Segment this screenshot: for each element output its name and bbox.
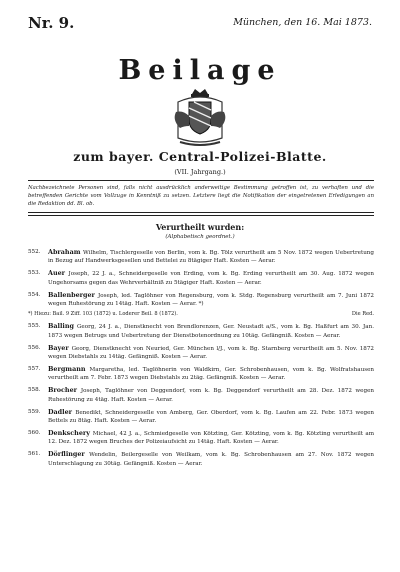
entry-text: Joseph, 22 J. a., Schneidergeselle von Erding, vom k. Bg. Erding verurtheilt am 30. Aug. 1872 wegen Ungehorsams gegen das Wehrverhältniß zu 5tägiger Haft. Kosten — Aerar. — [48, 271, 374, 286]
main-title: Beilage — [118, 55, 282, 86]
list-item — [28, 269, 374, 287]
entry-number: 561. — [28, 451, 41, 458]
entry-text: Margaretha, led. Taglöhnerin von Waldkirn, Ger. Schrobenhausen, vom k. Bg. Wolfratshausen verurtheilt am 7. Febr. 1873 wegen Diebstahls zu 2täg. Gefängniß. Kosten — Aerar. — [48, 366, 374, 382]
entry-name: Bayer — [48, 343, 72, 352]
section-title: Verurtheilt wurden: — [155, 222, 245, 232]
entry-name: Auer — [48, 269, 69, 278]
entry-name: Balling — [48, 322, 77, 331]
entry-name: Abraham — [48, 248, 84, 256]
divider — [28, 180, 374, 181]
entry-text: Joseph, Taglöhner von Deggendorf, vom k. Bg. Deggendorf verurtheilt am 28. Dez. 1872 wegen Ruhestörung zu 4täg. Haft. Kosten — Aerar. — [48, 388, 374, 403]
list-item — [28, 322, 374, 340]
coat-of-arms-icon — [170, 88, 230, 150]
entry-name: Dadler — [48, 407, 76, 416]
list-item — [28, 429, 374, 447]
entry-name: Brocher — [48, 386, 81, 395]
footnote-signature: Die Red. — [351, 310, 374, 317]
entry-text: Benedikt, Schneidergeselle von Amberg, Ger. Oberdorf, vom k. Bg. Laufen am 22. Febr. 1873 wegen Bettels zu 8täg. Haft. Kosten — Aerar. — [48, 409, 375, 424]
entry-name: Ballenberger — [48, 290, 98, 299]
notice-text: Nachbezeichnete Personen sind, falls nicht ausdrücklich anderweitige Bestimmung getroffen ist, zu verhaften und die betreffenden Gerichte vom Vollzuge in Kenntniß zu setzen. Letztere liegt die Notifikation der eingetretenen Erledigungen an die Redaktion dd. Bl. ob. — [28, 185, 374, 207]
entry-name: Dörflinger — [48, 450, 90, 459]
entry-text: Wilhelm, Tischlergeselle von Berlin, vom k. Bg. Tölz verurtheilt am 5 Nov. 1872 wegen Uebertretung in Bezug auf Handwerksgesellen und Bettelei zu 8tägiger Haft. Kosten — Aerar. — [48, 250, 374, 265]
divider — [28, 215, 374, 216]
footnote-text: *) Hiezu: Bail. 9 Ziff. 103 (1872) u. Loderer Beil. 8 (1872). — [28, 310, 178, 317]
list-item — [28, 450, 374, 468]
list-item — [28, 365, 374, 383]
entry-number: 555. — [28, 323, 41, 330]
divider — [28, 212, 374, 213]
entry-number: 556. — [28, 344, 41, 351]
list-item — [28, 408, 374, 426]
entry-number: 554. — [28, 291, 41, 298]
entry-number: 557. — [28, 365, 41, 372]
volume-year: (VII. Jahrgang.) — [174, 168, 226, 176]
entry-number: 558. — [28, 387, 41, 394]
list-item — [28, 248, 374, 266]
list-item — [28, 386, 374, 404]
entry-name: Denkschery — [48, 428, 93, 437]
entry-number: 553. — [28, 270, 41, 277]
entry-text: Joseph, led. Taglöhner von Regensburg, vom k. Stdg. Regensburg verurtheilt am 7. Juni 1872 wegen Ruhestörung zu 14täg. Haft. Kosten — Aerar. *) — [48, 292, 374, 308]
entry-number: 559. — [28, 408, 41, 415]
entry-name: Bergmann — [48, 364, 90, 373]
list-item — [28, 344, 374, 362]
place-date: München, den 16. Mai 1873. — [233, 17, 372, 28]
entry-list — [28, 248, 374, 472]
entry-number: 552. — [28, 249, 41, 255]
entry-text: Wendelin, Beilergeselle von Weilkam, vom k. Bg. Schrobenhausen am 27. Nov. 1872 wegen Unterschlagung zu 30täg. Gefängniß. Kosten — Aerar. — [48, 452, 374, 467]
entry-text: Georg, Dienstknecht von Neuried, Ger. München l/J., vom k. Bg. Starnberg verurtheilt am 5. Nov. 1872 wegen Diebstahls zu 14täg. Gefängniß. Kosten — Aerar. — [48, 345, 374, 361]
footnote — [28, 311, 374, 318]
issue-number: Nr. 9. — [28, 14, 75, 32]
section-subtitle: (Alphabetisch geordnet.) — [165, 234, 235, 240]
entry-text: Georg, 24 J. a., Dienstknecht von Brendlorenzen, Ger. Neustadt a/S., vom k. Bg. Haßfurt am 30. Jan. 1873 wegen Betrugs und Uebertretung der Dienstbotenordnung zu 10täg. Gefängniß. Kosten — Aerar. — [48, 324, 374, 339]
list-item — [28, 291, 374, 309]
entry-text: Michael, 42 J. a., Schmiedgeselle von Kötzting, Ger. Kötzting, vom k. Bg. Kötzting verurtheilt am 12. Dez. 1872 wegen Bruches der Polizeiaufsicht zu 14täg. Haft. Kosten — Aerar. — [48, 430, 374, 446]
subtitle: zum bayer. Central-Polizei-Blatte. — [73, 149, 327, 164]
entry-number: 560. — [28, 429, 41, 436]
